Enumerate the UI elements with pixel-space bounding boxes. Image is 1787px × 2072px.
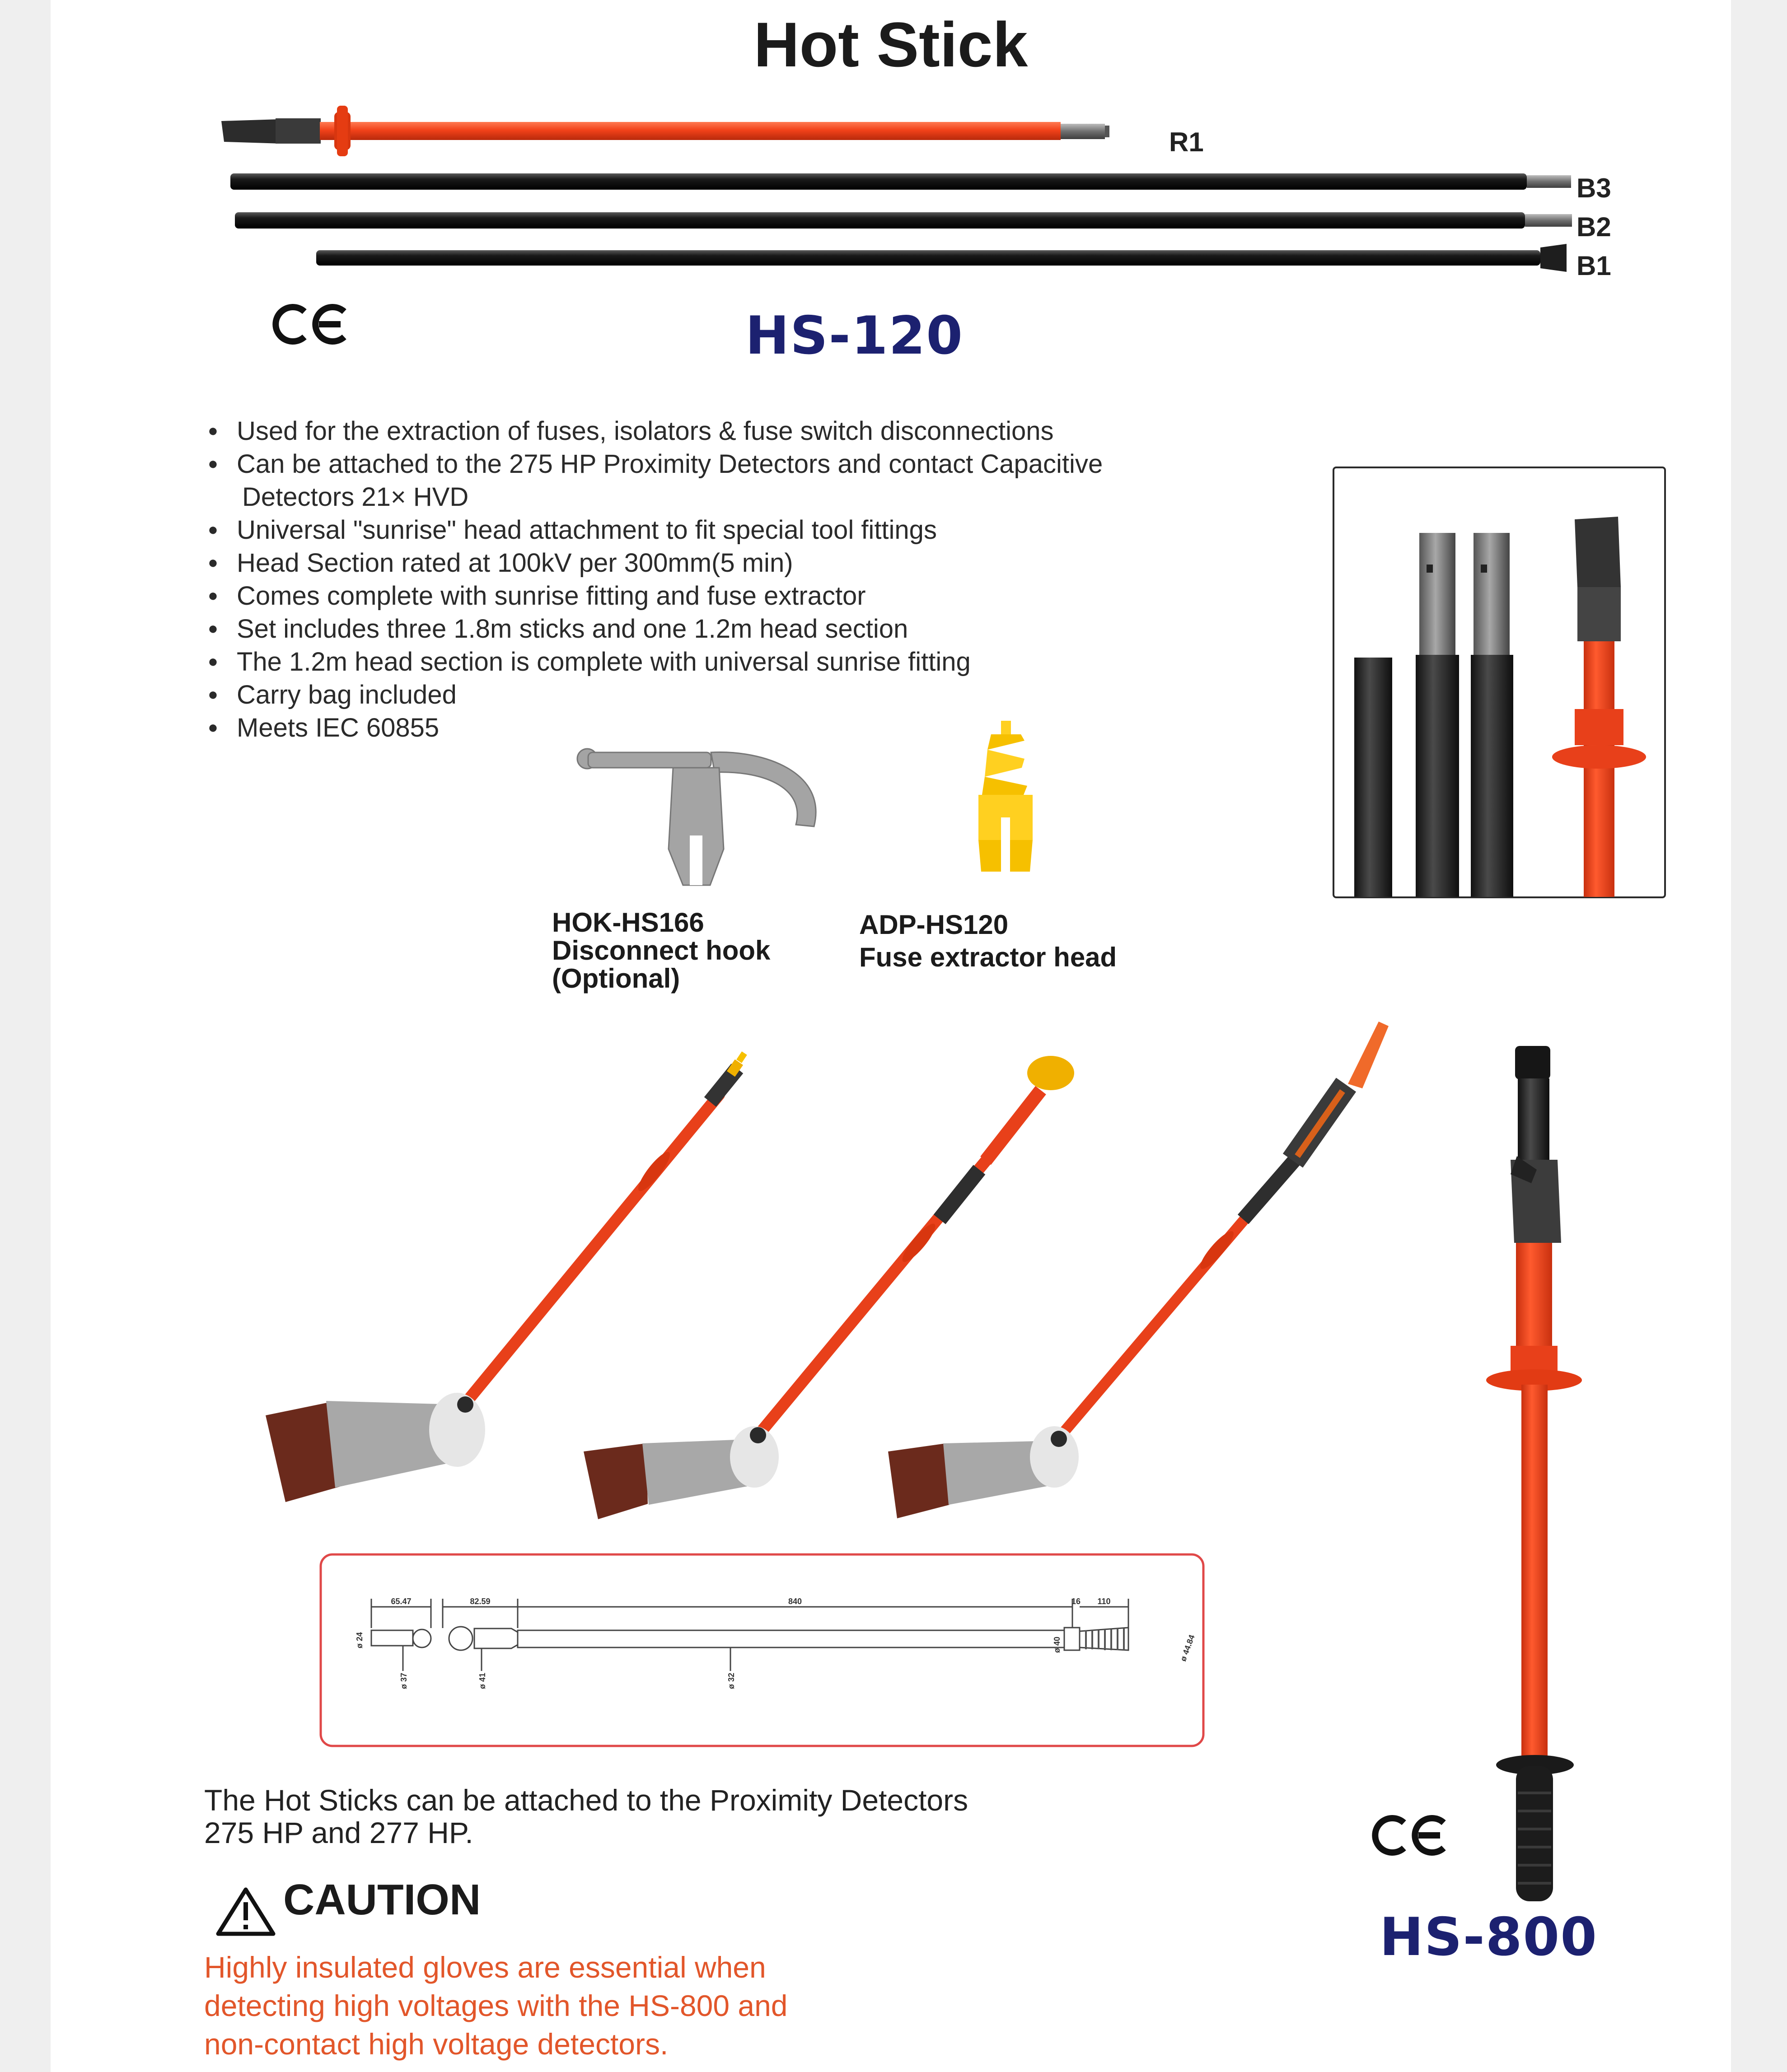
section-label-b2: B2	[1576, 212, 1611, 242]
section-label-b1: B1	[1576, 251, 1611, 281]
dim-label: 840	[788, 1597, 802, 1606]
ce-mark	[1375, 1818, 1444, 1853]
feature-item: ● Used for the extraction of fuses, isolators & fuse switch disconnections	[204, 415, 1103, 448]
feature-item: ● Comes complete with sunrise fitting and fuse extractor	[204, 579, 1103, 612]
stick-section-r1	[221, 106, 1109, 156]
dim-label: 110	[1097, 1597, 1111, 1606]
accessory-extractor-caption	[859, 909, 1117, 974]
caution-line: detecting high voltages with the HS-800 and	[204, 1989, 788, 2022]
feature-item: ● Set includes three 1.8m sticks and one 1.2m head section	[204, 612, 1103, 645]
diam-label: ø 32	[727, 1672, 736, 1689]
accessory-hook-caption	[552, 909, 770, 993]
section-label-r1: R1	[1169, 127, 1204, 157]
feature-item: ● Meets IEC 60855	[204, 711, 1103, 744]
section-label-b3: B3	[1576, 173, 1611, 203]
diam-label: ø 44.84	[1178, 1633, 1197, 1663]
feature-item: ● The 1.2m head section is complete with universal sunrise fitting	[204, 645, 1103, 678]
dim-label: 65.47	[391, 1597, 412, 1606]
stick-closeup-photo	[1333, 467, 1665, 897]
stick-section-b2	[235, 212, 1572, 229]
model-name-hs800: HS-800	[1380, 1907, 1598, 1968]
feature-list	[204, 415, 1103, 744]
hs800-stick-image	[1486, 1046, 1582, 1901]
feature-item: ● Head Section rated at 100kV per 300mm(5 min)	[204, 546, 1103, 579]
accessory-name: Fuse extractor head	[859, 942, 1117, 972]
diam-label: ø 24	[355, 1632, 364, 1648]
hot-stick-with-voltage-detector-photo	[888, 1022, 1389, 1518]
product-sheet	[51, 0, 1731, 2072]
stick-section-b3	[230, 173, 1571, 190]
feature-item: ● Can be attached to the 275 HP Proximity Detectors and contact Capacitive Detectors 21× HVD	[204, 448, 1103, 513]
caution-text	[204, 1948, 788, 2063]
feature-item: ● Carry bag included	[204, 678, 1103, 711]
dim-label: 82.59	[470, 1597, 491, 1606]
dim-label: 16	[1071, 1597, 1081, 1606]
compatibility-note	[204, 1784, 968, 1849]
caution-title: CAUTION	[283, 1876, 481, 1924]
accessory-code: HOK-HS166	[552, 907, 704, 938]
page-title: Hot Stick	[753, 9, 1028, 80]
model-name-hs120: HS-120	[745, 305, 964, 366]
diam-label: ø 37	[399, 1672, 408, 1689]
feature-item: ● Universal "sunrise" head attachment to fit special tool fittings	[204, 513, 1103, 546]
accessory-code: ADP-HS120	[859, 910, 1009, 940]
technical-drawing	[321, 1554, 1203, 1746]
accessory-name: Disconnect hook	[552, 935, 771, 966]
accessory-note: (Optional)	[552, 963, 680, 994]
caution-line: non-contact high voltage detectors.	[204, 2027, 669, 2061]
disconnect-hook-image	[577, 749, 816, 885]
note-line: 275 HP and 277 HP.	[204, 1816, 473, 1849]
caution-line: Highly insulated gloves are essential when	[204, 1951, 766, 1984]
hot-stick-in-hand-photo	[266, 1053, 744, 1502]
note-line: The Hot Sticks can be attached to the Proximity Detectors	[204, 1783, 968, 1817]
stick-section-b1	[316, 244, 1567, 272]
warning-icon	[218, 1890, 273, 1934]
diam-label: ø 40	[1053, 1636, 1062, 1653]
diam-label: ø 41	[478, 1672, 487, 1689]
ce-mark	[276, 307, 344, 341]
